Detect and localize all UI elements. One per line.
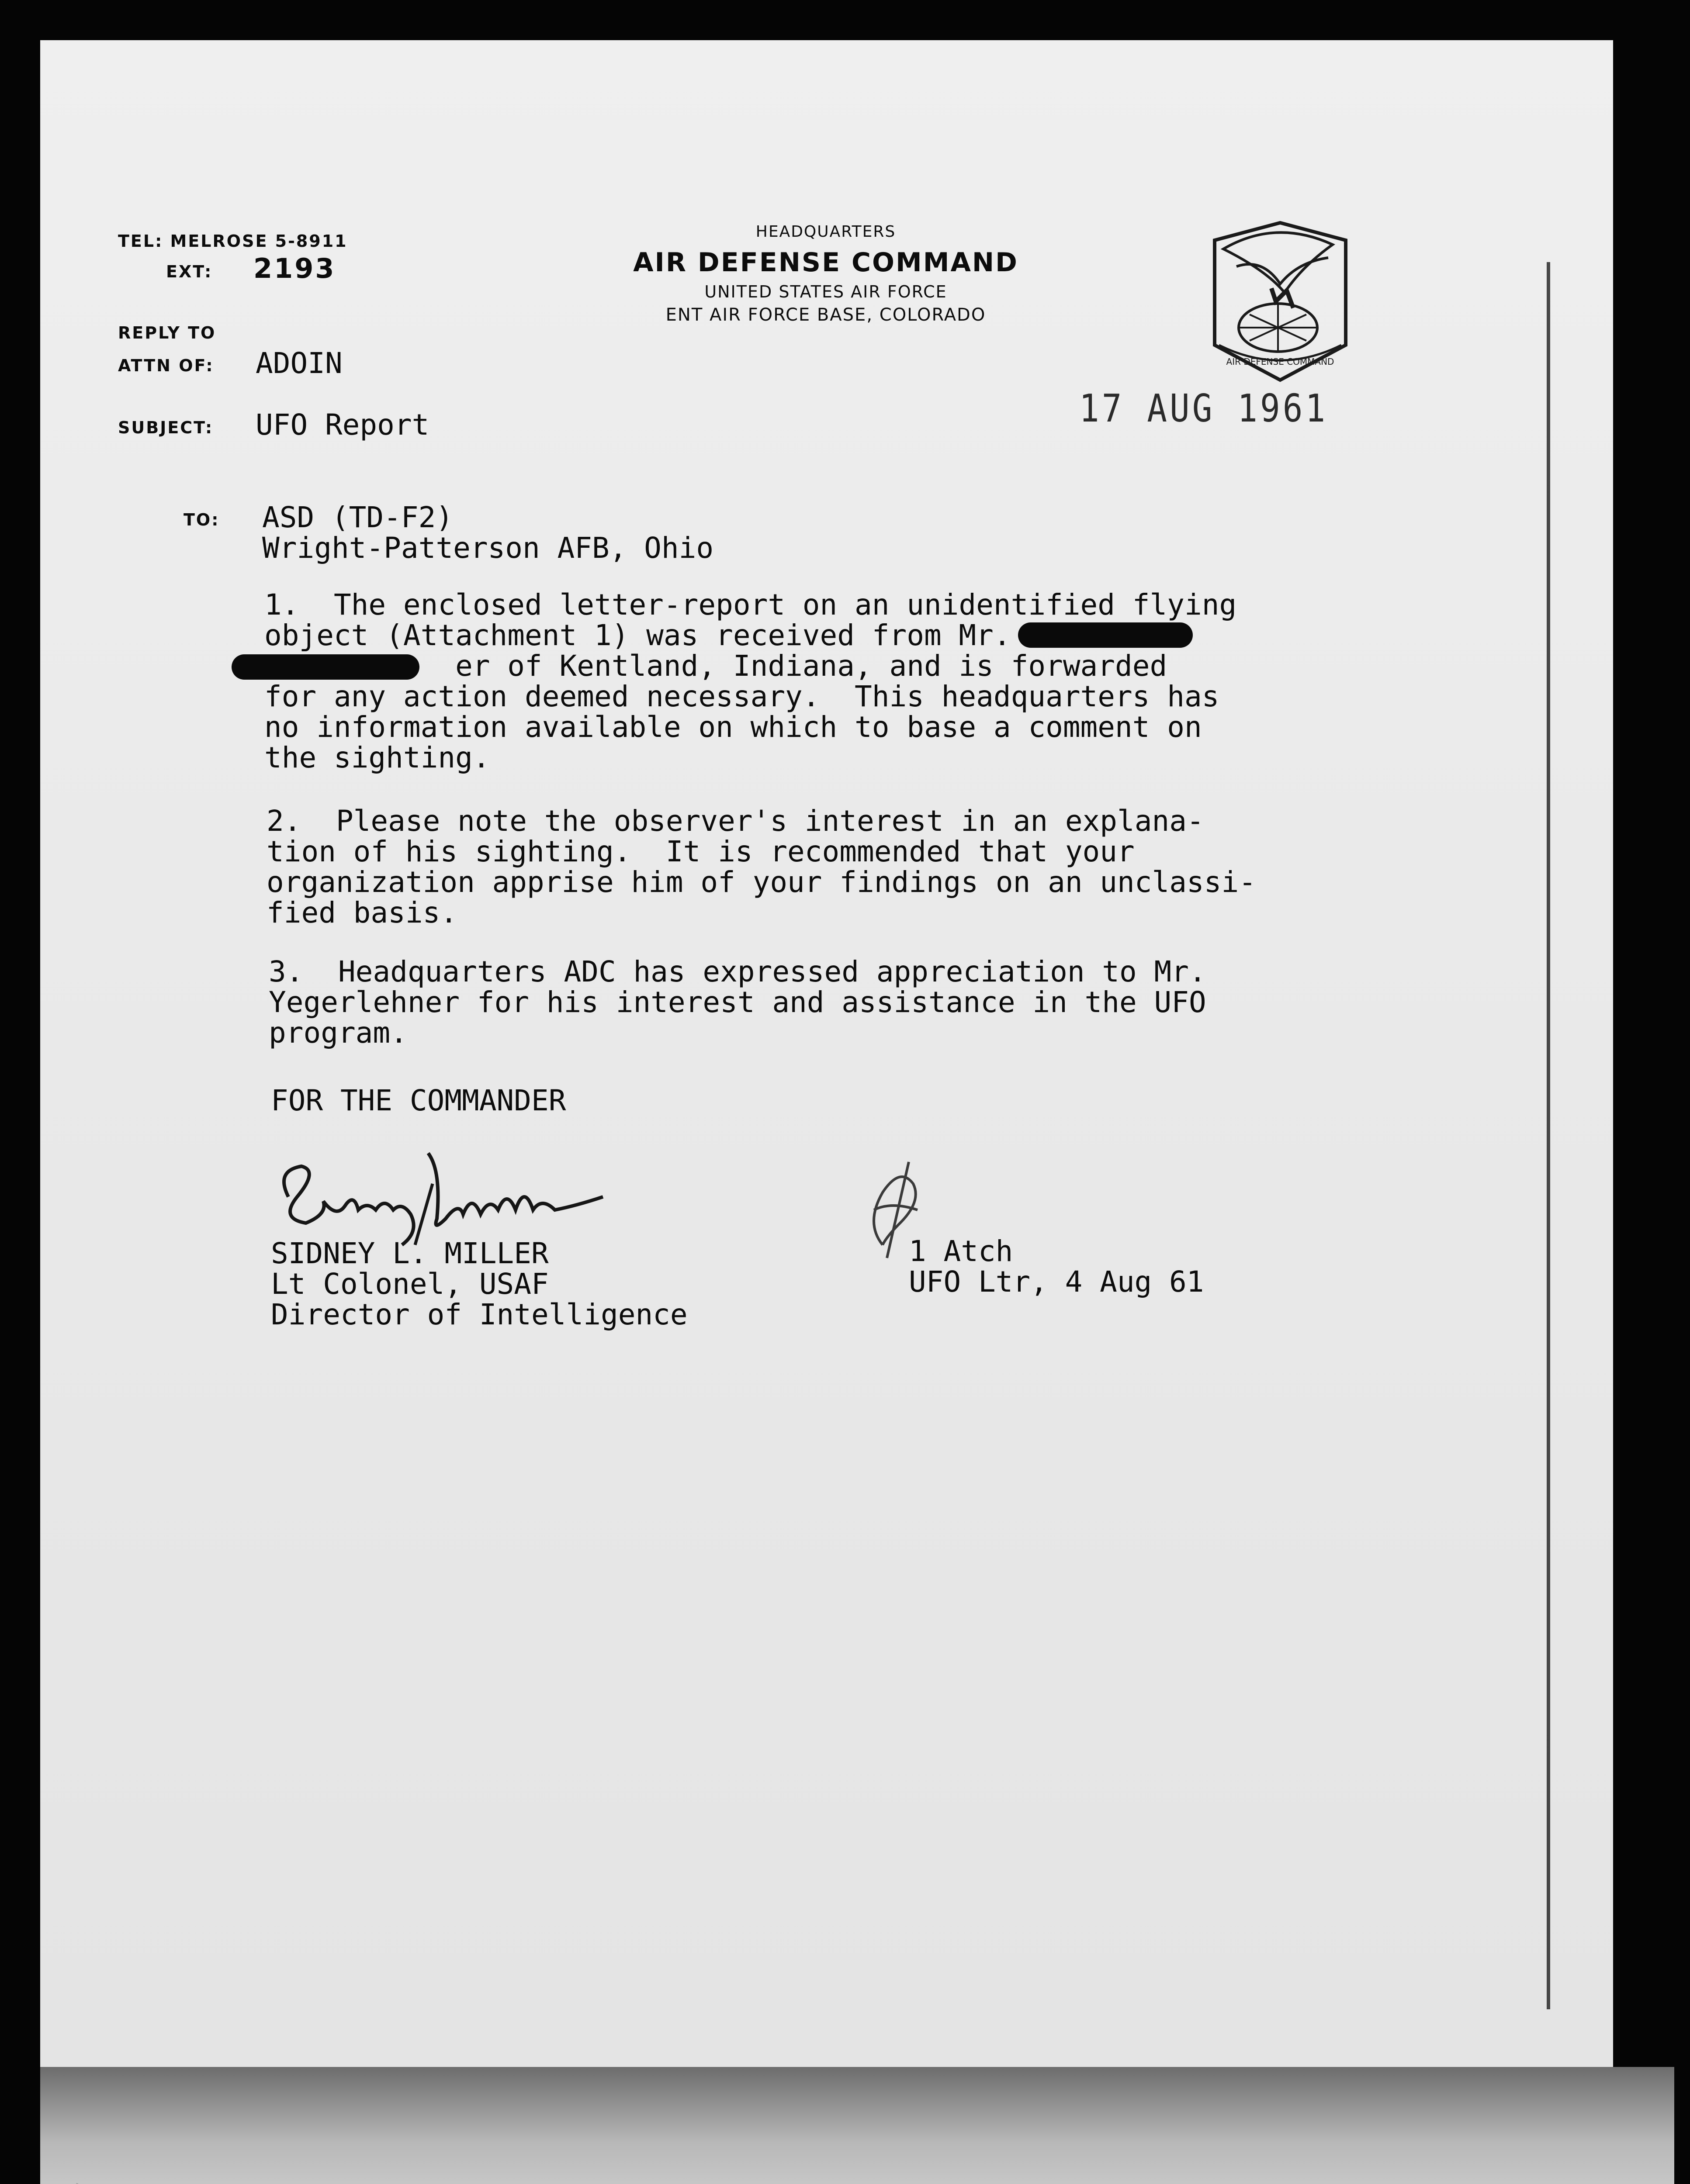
subject-label: SUBJECT: bbox=[118, 418, 214, 437]
attn-value: ADOIN bbox=[256, 346, 343, 380]
to-label: TO: bbox=[184, 510, 220, 529]
attachment-description: UFO Ltr, 4 Aug 61 bbox=[909, 1265, 1204, 1299]
faded-stamp-mark bbox=[52, 2175, 166, 2184]
telephone-label: TEL: MELROSE 5-8911 bbox=[118, 232, 348, 251]
emblem-caption: AIR DEFENSE COMMAND bbox=[1226, 356, 1334, 367]
attn-label: ATTN OF: bbox=[118, 356, 214, 375]
subject-value: UFO Report bbox=[256, 408, 429, 442]
redaction-bar bbox=[1018, 622, 1193, 648]
date-stamp: 17 AUG 1961 bbox=[1079, 386, 1328, 431]
air-defense-command-emblem bbox=[1188, 214, 1372, 389]
extension-label: EXT: bbox=[166, 262, 213, 281]
paragraph-1-line-3: er of Kentland, Indiana, and is forwarded bbox=[264, 649, 1167, 683]
paragraph-1-line-5: no information available on which to base a comment on bbox=[264, 710, 1202, 744]
for-the-commander: FOR THE COMMANDER bbox=[271, 1084, 566, 1117]
paragraph-2-line-4: fied basis. bbox=[267, 896, 458, 930]
letter-sheet bbox=[40, 40, 1613, 2067]
addressee-line-2: Wright-Patterson AFB, Ohio bbox=[262, 531, 714, 565]
underlying-sheet bbox=[40, 2067, 1674, 2184]
paragraph-1-line-1: 1. The enclosed letter-report on an unidentified flying bbox=[264, 588, 1237, 622]
handwritten-signature bbox=[271, 1144, 664, 1249]
sheet-edge-shadow bbox=[1547, 262, 1550, 2009]
signer-name: SIDNEY L. MILLER bbox=[271, 1237, 549, 1270]
paragraph-3-line-2: Yegerlehner for his interest and assistance in the UFO bbox=[269, 985, 1206, 1019]
signer-title: Director of Intelligence bbox=[271, 1298, 688, 1331]
paragraph-3-line-3: program. bbox=[269, 1016, 408, 1050]
attachment-count: 1 Atch bbox=[909, 1234, 1013, 1268]
paragraph-1-line-4: for any action deemed necessary. This headquarters has bbox=[264, 680, 1219, 713]
paragraph-1-line-2: object (Attachment 1) was received from Mr. bbox=[264, 619, 1011, 652]
paragraph-2-line-3: organization apprise him of your findings on an unclassi- bbox=[267, 865, 1256, 899]
addressee-line-1: ASD (TD-F2) bbox=[262, 501, 454, 534]
signer-rank: Lt Colonel, USAF bbox=[271, 1267, 549, 1301]
command-name: AIR DEFENSE COMMAND bbox=[633, 247, 1018, 278]
service-name: UNITED STATES AIR FORCE bbox=[704, 282, 947, 301]
paragraph-2-line-2: tion of his sighting. It is recommended that your bbox=[267, 835, 1135, 868]
paragraph-1-line-6: the sighting. bbox=[264, 741, 490, 774]
reply-to-label: REPLY TO bbox=[118, 323, 216, 342]
base-address: ENT AIR FORCE BASE, COLORADO bbox=[665, 305, 986, 325]
headquarters-heading: HEADQUARTERS bbox=[755, 223, 896, 241]
paragraph-3-line-1: 3. Headquarters ADC has expressed appreciation to Mr. bbox=[269, 955, 1206, 988]
paragraph-2-line-1: 2. Please note the observer's interest in an explana- bbox=[267, 804, 1204, 838]
extension-number: 2193 bbox=[253, 252, 336, 284]
